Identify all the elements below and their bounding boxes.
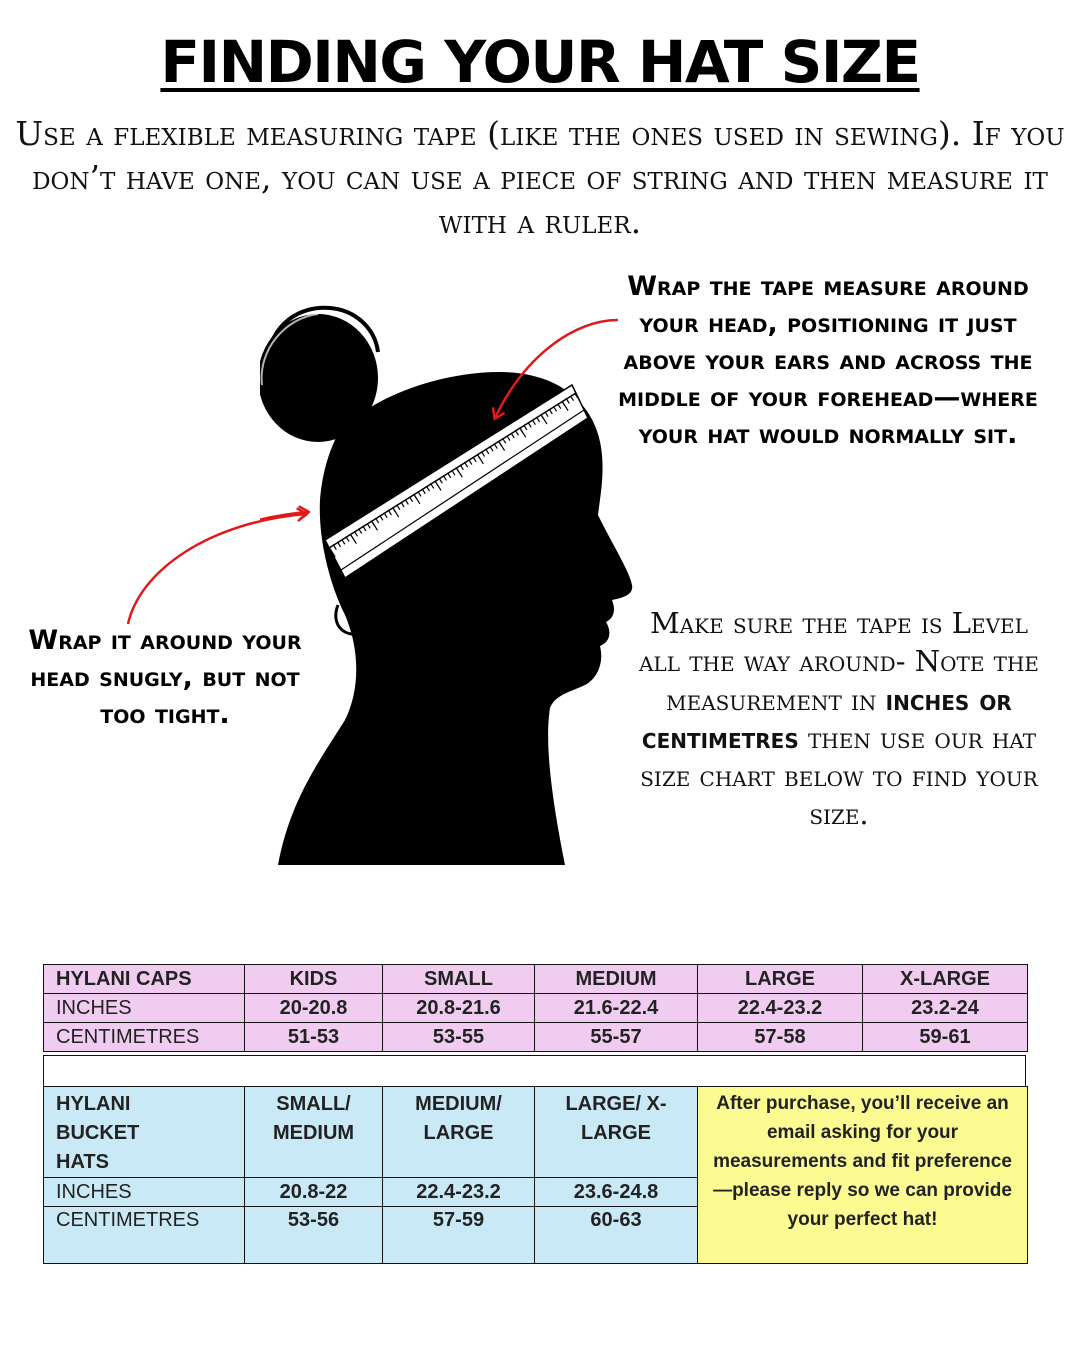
table-cell: 59-61: [863, 1023, 1028, 1052]
tip-level-text-end: then use our hat size chart below to find your size.: [640, 720, 1038, 832]
table-cell: KIDS: [245, 965, 383, 994]
table-cell: 21.6-22.4: [535, 994, 698, 1023]
table-cell: 57-59: [383, 1207, 535, 1264]
table-cell: 23.2-24: [863, 994, 1028, 1023]
table-cell: 60-63: [535, 1207, 698, 1264]
table-cell: INCHES: [44, 994, 245, 1023]
table-cell: SMALL/ MEDIUM: [245, 1087, 383, 1178]
table-cell: 22.4-23.2: [383, 1178, 535, 1207]
table-cell: 23.6-24.8: [535, 1178, 698, 1207]
table-cell: 22.4-23.2: [698, 994, 863, 1023]
table-row: [44, 1087, 1028, 1178]
table-cell: INCHES: [44, 1178, 245, 1207]
table-row: [44, 994, 1028, 1023]
table-cell: MEDIUM: [535, 965, 698, 994]
page-title: FINDING YOUR HAT SIZE: [160, 28, 920, 96]
table-cell: 55-57: [535, 1023, 698, 1052]
table-cell: HYLANI CAPS: [44, 965, 245, 994]
table-spacer-row: [43, 1055, 1026, 1088]
table-row: [44, 965, 1028, 994]
table-cell: HYLANI BUCKET HATS: [44, 1087, 245, 1178]
intro-text: Use a flexible measuring tape (like the ones used in sewing). If you don’t have one, you can use a piece of string and then measure it with a ruler.: [15, 114, 1065, 241]
table-cell: 20-20.8: [245, 994, 383, 1023]
table-cell: X-LARGE: [863, 965, 1028, 994]
table-cell: LARGE: [698, 965, 863, 994]
table-cell: CENTIMETRES: [44, 1023, 245, 1052]
table-row: [44, 1023, 1028, 1052]
table-cell: 20.8-21.6: [383, 994, 535, 1023]
table-cell: 51-53: [245, 1023, 383, 1052]
table-cell: MEDIUM/ LARGE: [383, 1087, 535, 1178]
table-cell: 57-58: [698, 1023, 863, 1052]
tip-level-units: inches or centimetres: [641, 682, 1012, 755]
caps-size-table: [43, 964, 1028, 1052]
table-cell: LARGE/ X-LARGE: [535, 1087, 698, 1178]
table-cell: 53-55: [383, 1023, 535, 1052]
tip-snug: Wrap it around your head snugly, but not too tight.: [28, 625, 302, 730]
table-cell: 20.8-22: [245, 1178, 383, 1207]
table-cell: 53-56: [245, 1207, 383, 1264]
table-cell: SMALL: [383, 965, 535, 994]
table-cell: CENTIMETRES: [44, 1207, 245, 1264]
bucket-hats-size-table: [43, 1086, 1028, 1264]
tip-level-text: Make sure the tape is Level all the way around- Note the measurement in: [638, 606, 1040, 717]
tip-level: [626, 604, 1052, 834]
left-arrow-graphic: [120, 500, 320, 630]
arrow-left-icon: [128, 514, 306, 624]
tip-wrap-tape: Wrap the tape measure around your head, positioning it just above your ears and across the middle of your forehead—where your hat would normally sit.: [618, 271, 1038, 450]
purchase-note: After purchase, you’ll receive an email asking for your measurements and fit preference—please reply so we can provide your perfect hat!: [698, 1087, 1028, 1264]
